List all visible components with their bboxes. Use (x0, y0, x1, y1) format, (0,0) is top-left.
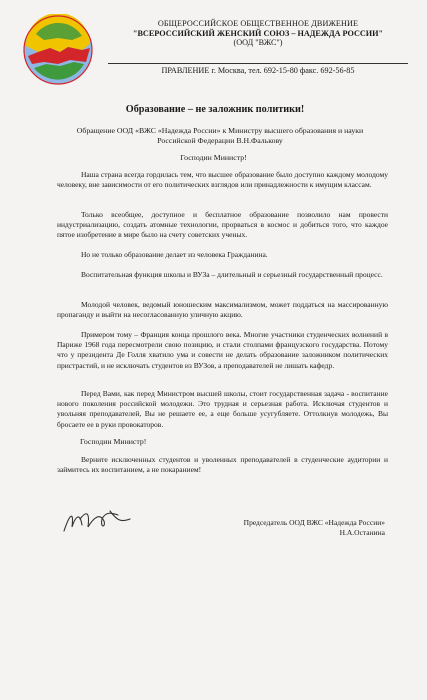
handwritten-signature (60, 505, 140, 537)
signature-block (225, 518, 385, 538)
signatory-title: Председатель ООД ВЖС «Надежда России» (243, 518, 385, 527)
header-divider (108, 63, 408, 64)
paragraph-6: Примером тому – Франция конца прошлого века. Многие участники студенческих волнений в Париже 1968 года пересмотрели свою позицию, и стали столпами французского государства. Потому что у президента Де Голля хватило ума и совести не делать образование заложником политических пристрастий, и не исключать студентов из ВУЗов, а преподавателей не лишать кафедр. (57, 330, 388, 370)
greeting-repeat: Господин Министр! (80, 437, 147, 446)
paragraph-1: Наша страна всегда гордилась тем, что высшее образование было доступно каждому молодому человеку, вне зависимости от его политических взглядов или принадлежности к имущим классам. (57, 170, 388, 190)
org-line-1: ОБЩЕРОССИЙСКОЕ ОБЩЕСТВЕННОЕ ДВИЖЕНИЕ (157, 19, 359, 28)
address-line-1: Обращение ООД «ВЖС «Надежда России» к Министру высшего образования и науки (76, 126, 364, 135)
signatory-name: Н.А.Останина (339, 528, 385, 537)
paragraph-3: Но не только образование делает из человека Гражданина. (81, 250, 268, 259)
paragraph-5: Молодой человек, ведомый юношеским максимализмом, может поддаться на массированную пропаганду и выйти на несогласованную уличную акцию. (57, 300, 388, 320)
closing-paragraph: Верните исключенных студентов и уволенных преподавателей в студенческие аудитории и займитесь их воспитанием, а не покаранием! (57, 455, 388, 475)
address-line-2: Российской Федерации В.Н.Фалькову (157, 136, 283, 145)
org-line-3: (ООД "ВЖС") (233, 38, 283, 47)
paragraph-2: Только всеобщее, доступное и бесплатное образование позволило нам провести индустриализацию, создать атомные технологии, прорваться в космос и добиться того, что каждое пятое изобретение в мире было на счету советских ученых. (57, 210, 388, 240)
board-contact-line: ПРАВЛЕНИЕ г. Москва, тел. 692-15-80 факс. 692-56-85 (161, 66, 355, 75)
organization-logo (22, 14, 94, 86)
org-line-2: "ВСЕРОССИЙСКИЙ ЖЕНСКИЙ СОЮЗ – НАДЕЖДА РОССИИ" (132, 28, 384, 38)
greeting: Господин Министр! (180, 153, 247, 162)
paragraph-4: Воспитательная функция школы и ВУЗа – длительный и серьезный государственный процесс. (81, 270, 383, 279)
letter-title: Образование – не заложник политики! (125, 104, 305, 115)
paragraph-7: Перед Вами, как перед Министром высшей школы, стоит государственная задача - воспитание нового поколения российской молодежи. Это трудная и серьезная работа. Исключая студентов и увольняя преподавателей, Вы не решаете ее, а еще больше усугубляете. Оттолкнув молодежь, Вы бросаете ее в руки провокаторов. (57, 389, 388, 429)
organization-header (108, 19, 408, 48)
letter-address (60, 126, 380, 146)
